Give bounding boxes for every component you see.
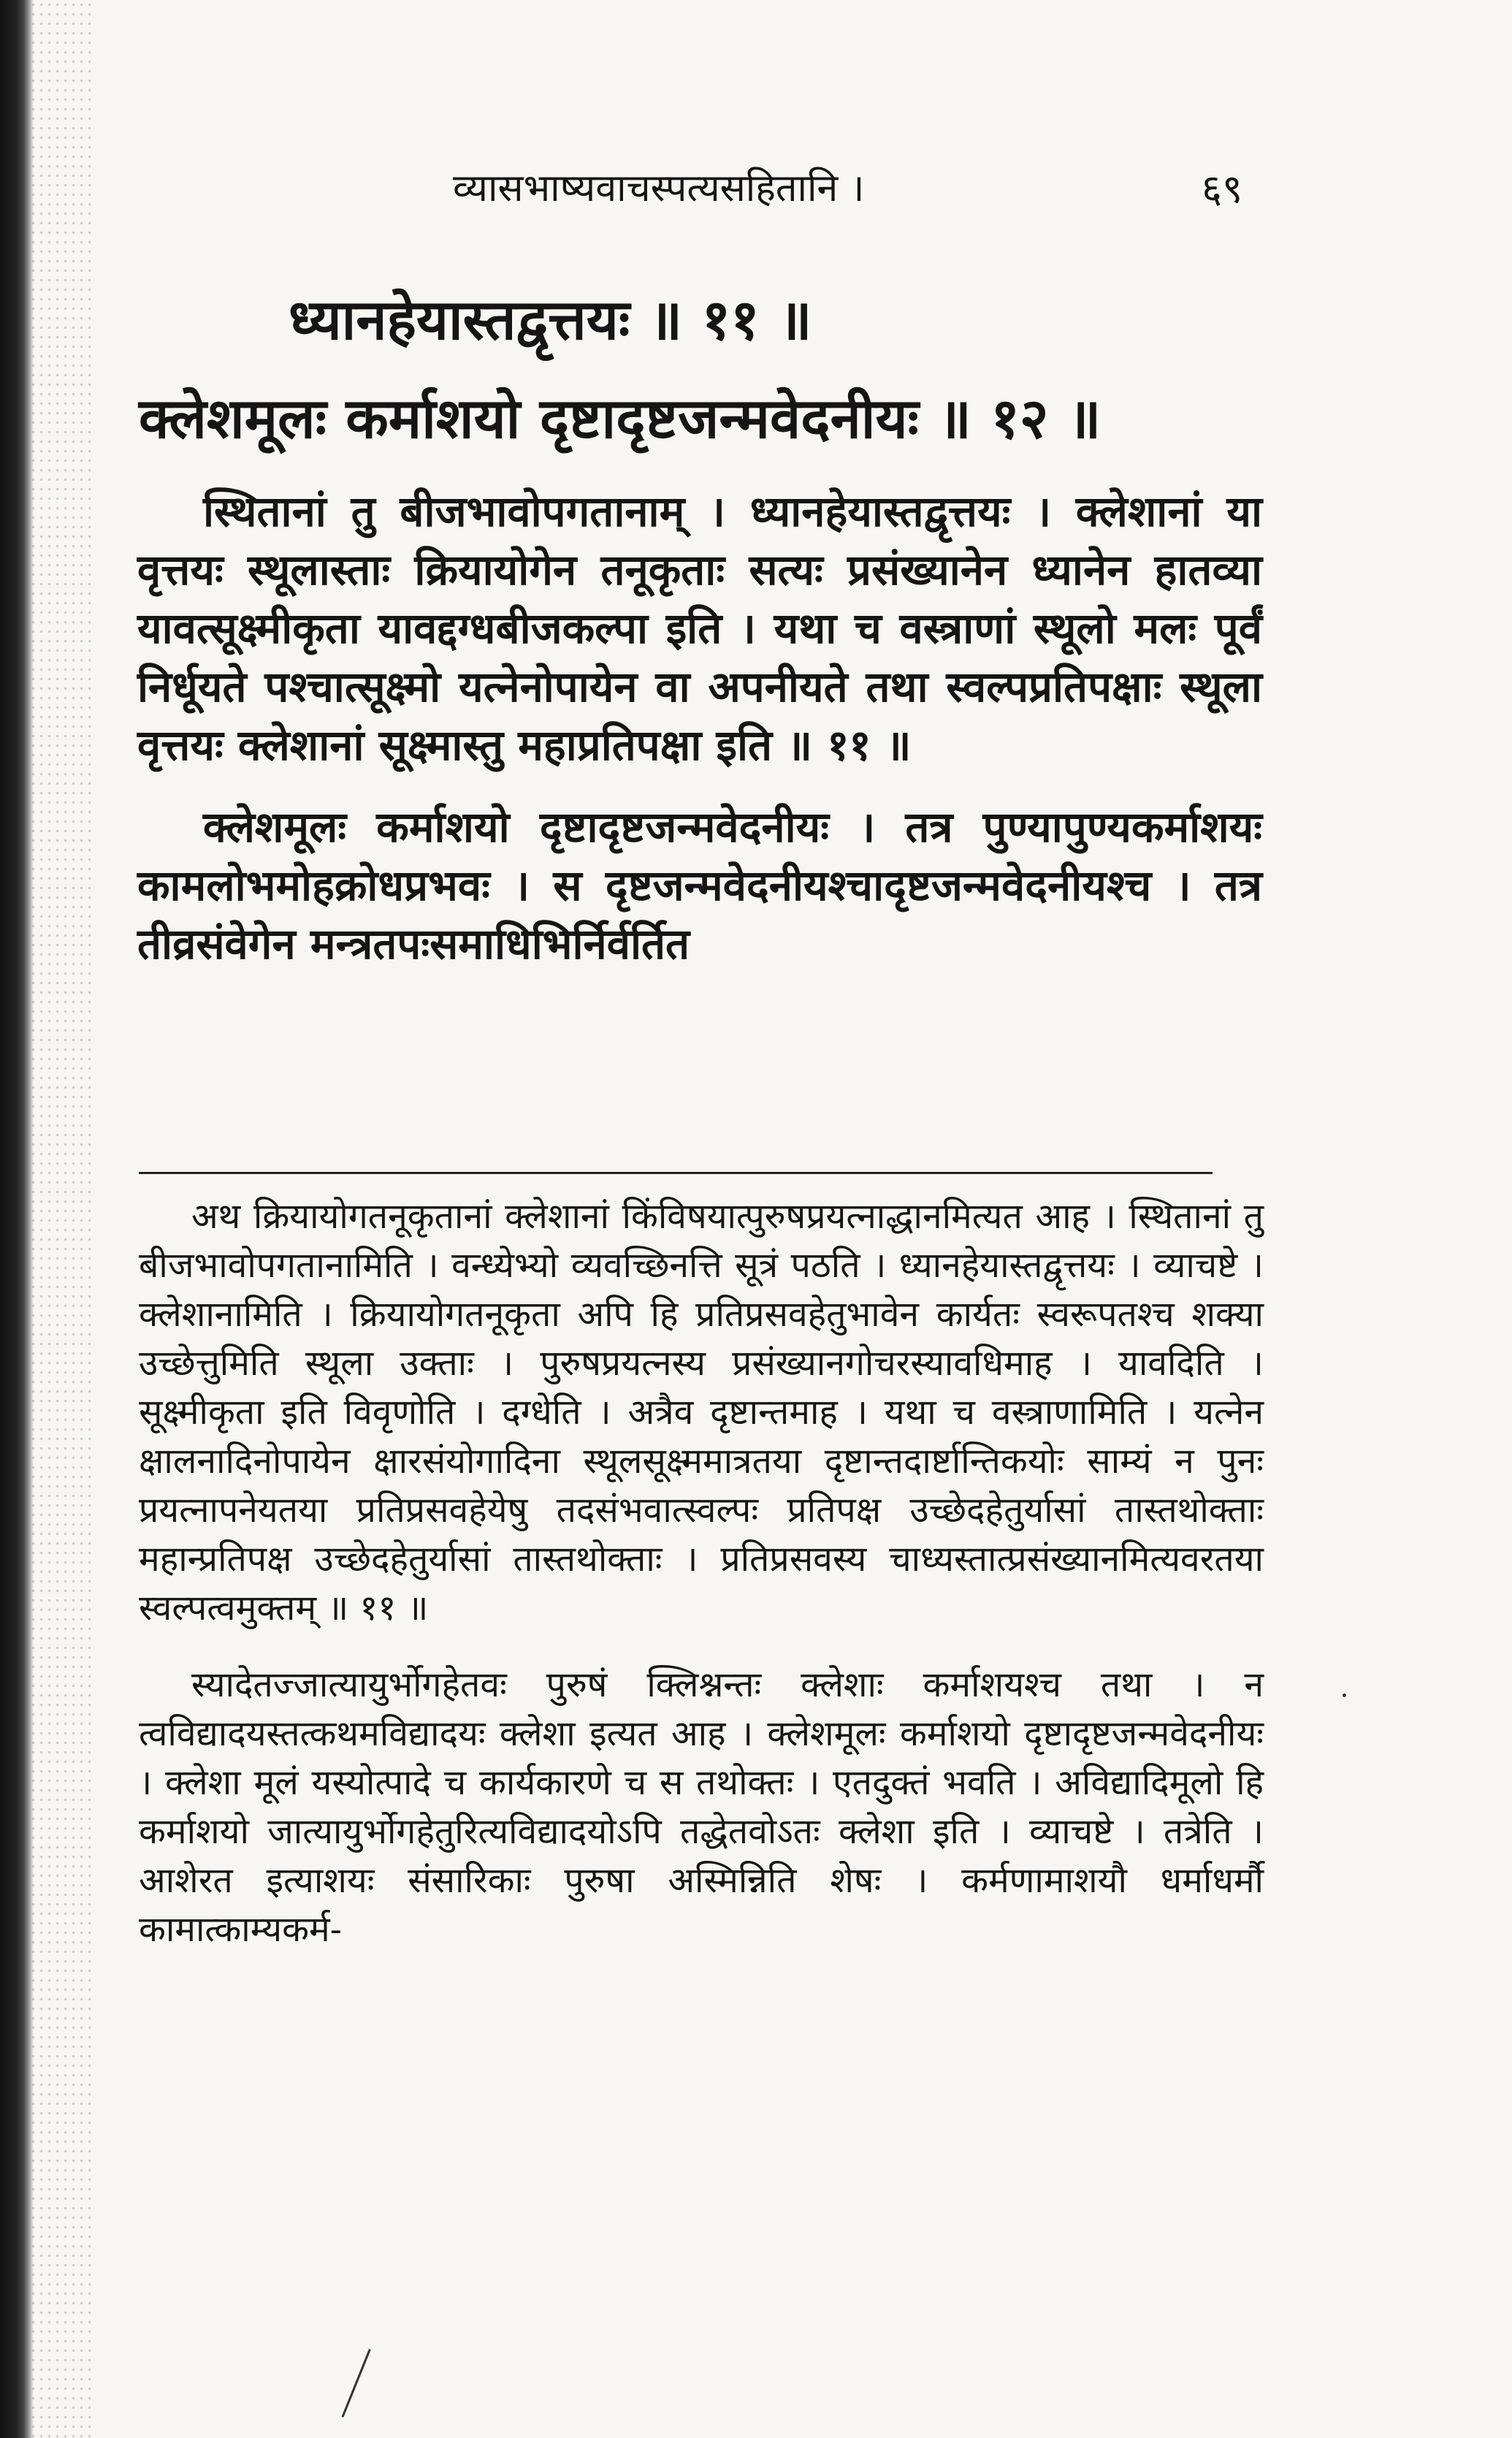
- page-number: ६९: [1202, 166, 1243, 212]
- bhashya-commentary: [137, 482, 1262, 973]
- stray-pen-mark: [342, 2349, 371, 2418]
- tika-subcommentary: [139, 1192, 1264, 1954]
- sutra-12: क्लेशमूलः कर्माशयो दृष्टादृष्टजन्मवेदनीयः ॥ १२ ॥: [139, 386, 1101, 451]
- running-title: व्यासभाष्यवाचस्पत्यसहितानि ।: [453, 167, 865, 210]
- tika-paragraph-11: अथ क्रियायोगतनूकृतानां क्लेशानां किंविषयात्पुरुषप्रयत्नाद्धानमित्यत आह । स्थितानां तु बीजभावोपगतानामिति । वन्ध्येभ्यो व्यवच्छिनत्ति सूत्रं पठति । ध्यानहेयास्तद्वृत्तयः । व्याचष्टे । क्लेशानामिति । क्रियायोगतनूकृता अपि हि प्रतिप्रसवहेतुभावेन कार्यतः स्वरूपतश्च शक्या उच्छेत्तुमिति स्थूला उक्ताः । पुरुषप्रयत्नस्य प्रसंख्यानगोचरस्यावधिमाह । यावदिति । सूक्ष्मीकृता इति विवृणोति । दग्धेति । अत्रैव दृष्टान्तमाह । यथा च वस्त्राणामिति । यत्नेन क्षालनादिनोपायेन क्षारसंयोगादिना स्थूलसूक्ष्ममात्रतया दृष्टान्तदार्ष्टान्तिकयोः साम्यं न पुनः प्रयत्नापनेयतया प्रतिप्रसवहेयेषु तदसंभवात्स्वल्पः प्रतिपक्ष उच्छेदहेतुर्यासां तास्तथोक्ताः महान्प्रतिपक्ष उच्छेदहेतुर्यासां तास्तथोक्ताः । प्रतिप्रसवस्य चाध्यस्तात्प्रसंख्यानमित्यवरतया स्वल्पत्वमुक्तम् ॥ ११ ॥: [139, 1196, 1264, 1628]
- sutra-11: ध्यानहेयास्तद्वृत्तयः ॥ ११ ॥: [289, 287, 812, 352]
- bhashya-paragraph-12: क्लेशमूलः कर्माशयो दृष्टादृष्टजन्मवेदनीयः । तत्र पुण्यापुण्यकर्माशयः कामलोभमोहक्रोधप्रभवः । स दृष्टजन्मवेदनीयश्चादृष्टजन्मवेदनीयश्च । तत्र तीव्रसंवेगेन मन्त्रतपःसमाधिभिर्निर्वर्तित: [137, 802, 1262, 969]
- section-divider: [139, 1172, 1213, 1174]
- tika-paragraph-12: स्यादेतज्जात्यायुर्भोगहेतवः पुरुषं क्लिश्नन्तः क्लेशाः कर्माशयश्च तथा । न त्वविद्यादयस्तत्कथमविद्यादयः क्लेशा इत्यत आह । क्लेशमूलः कर्माशयो दृष्टादृष्टजन्मवेदनीयः । क्लेशा मूलं यस्योत्पादे च कार्यकारणे च स तथोक्तः । एतदुक्तं भवति । अविद्यादिमूलो हि कर्माशयो जात्यायुर्भोगहेतुरित्यविद्यादयोऽपि तद्धेतवोऽतः क्लेशा इति । व्याचष्टे । तत्रेति । आशेरत इत्याशयः संसारिकाः पुरुषा अस्मिन्निति शेषः । कर्मणामाशयौ धर्माधर्मौ कामात्काम्यकर्म-: [139, 1664, 1264, 1950]
- bhashya-paragraph-11: स्थितानां तु बीजभावोपगतानाम् । ध्यानहेयास्तद्वृत्तयः । क्लेशानां या वृत्तयः स्थूलास्ताः क्रियायोगेन तनूकृताः सत्यः प्रसंख्यानेन ध्यानेन हातव्या यावत्सूक्ष्मीकृता यावद्दग्धबीजकल्पा इति । यथा च वस्त्राणां स्थूलो मलः पूर्वं निर्धूयते पश्चात्सूक्ष्मो यत्नेनोपायेन वा अपनीयते तथा स्वल्पप्रतिपक्षाः स्थूला वृत्तयः क्लेशानां सूक्ष्मास्तु महाप्रतिपक्षा इति ॥ ११ ॥: [137, 487, 1262, 770]
- ink-speck: [1343, 1694, 1346, 1697]
- scan-noise: [29, 0, 95, 2438]
